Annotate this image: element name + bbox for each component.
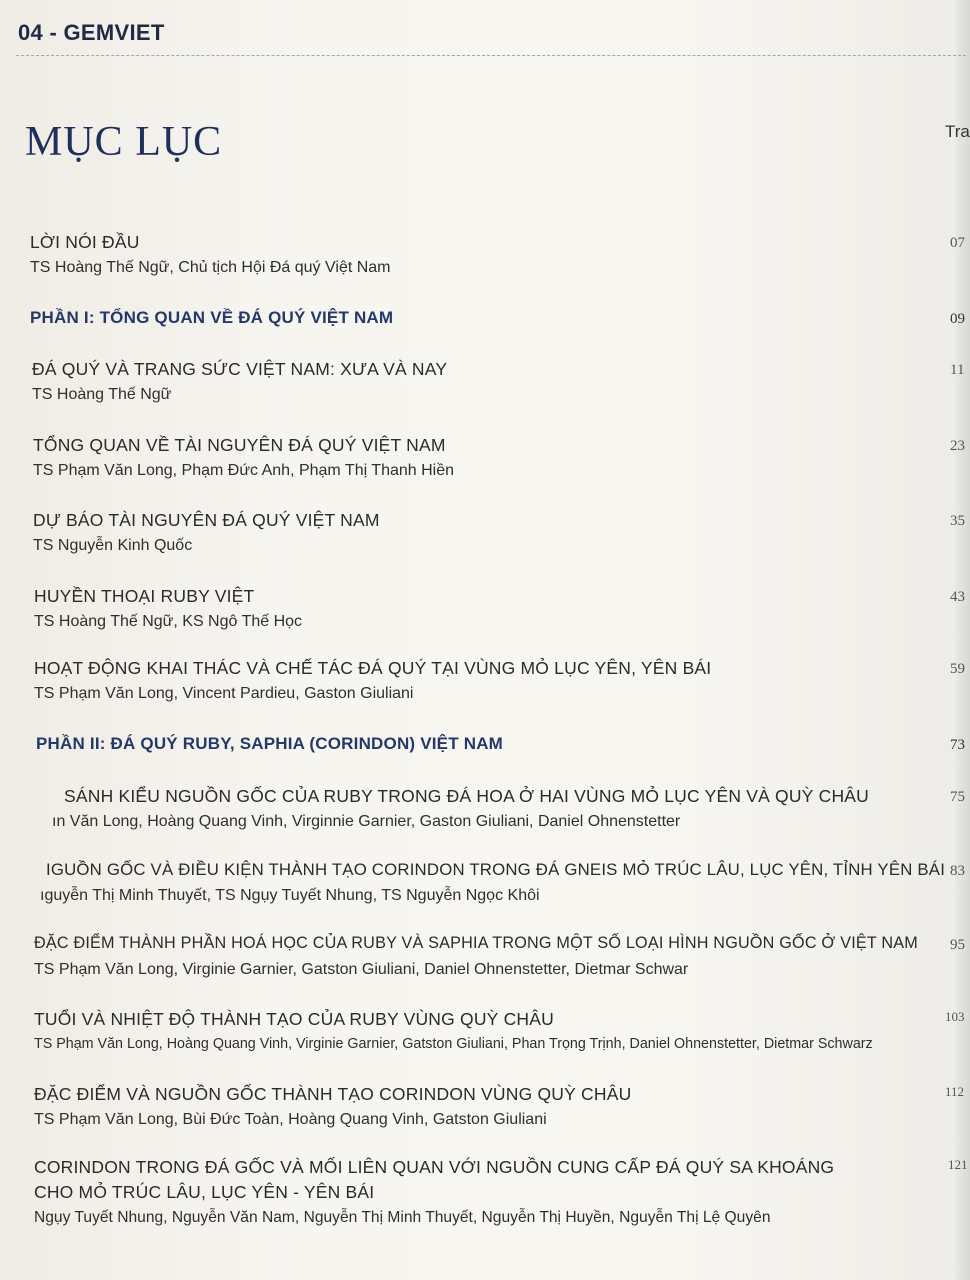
- toc-entry-authors: TS Phạm Văn Long, Bùi Đức Toàn, Hoàng Quang Vinh, Gatston Giuliani: [34, 1111, 547, 1128]
- toc-entry-title: HOẠT ĐỘNG KHAI THÁC VÀ CHẾ TÁC ĐÁ QUÝ TẠI VÙNG MỎ LỤC YÊN, YÊN BÁI: [34, 658, 712, 678]
- running-header: 04 - GEMVIET: [18, 20, 165, 45]
- toc-entry-authors: TS Hoàng Thế Ngữ, KS Ngô Thế Học: [34, 613, 303, 630]
- toc-entry-title-line2: CHO MỎ TRÚC LÂU, LỤC YÊN - YÊN BÁI: [34, 1182, 375, 1202]
- toc-entry-page: 43: [950, 589, 965, 605]
- toc-entry-title: TỔNG QUAN VỀ TÀI NGUYÊN ĐÁ QUÝ VIỆT NAM: [33, 435, 446, 455]
- toc-entry-authors: TS Hoàng Thế Ngữ: [32, 386, 172, 403]
- toc-entry-title: TUỔI VÀ NHIỆT ĐỘ THÀNH TẠO CỦA RUBY VÙNG QUỲ CHÂU: [34, 1009, 554, 1029]
- toc-entry-authors: TS Phạm Văn Long, Phạm Đức Anh, Phạm Thị Thanh Hiền: [33, 462, 455, 479]
- toc-entry-title: HUYỀN THOẠI RUBY VIỆT: [34, 586, 255, 606]
- toc-entry-title: DỰ BÁO TÀI NGUYÊN ĐÁ QUÝ VIỆT NAM: [33, 510, 380, 530]
- toc-entry-page: 23: [950, 438, 965, 454]
- toc-entry-page: 35: [950, 513, 965, 529]
- toc-entry-title: CORINDON TRONG ĐÁ GỐC VÀ MỐI LIÊN QUAN VỚI NGUỒN CUNG CẤP ĐÁ QUÝ SA KHOÁNG: [34, 1157, 835, 1177]
- toc-entry-page: 83: [950, 863, 965, 879]
- toc-entry-title: ĐÁ QUÝ VÀ TRANG SỨC VIỆT NAM: XƯA VÀ NAY: [32, 359, 448, 379]
- toc-entry-authors: TS Nguyễn Kinh Quốc: [33, 537, 193, 554]
- toc-entry-page: 121: [948, 1157, 968, 1172]
- toc-section-page: 09: [950, 311, 965, 327]
- toc-entry-title: ĐẶC ĐIỂM THÀNH PHẦN HOÁ HỌC CỦA RUBY VÀ SAPHIA TRONG MỘT SỐ LOẠI HÌNH NGUỒN GỐC Ở VIỆT NAM: [34, 934, 918, 952]
- page-column-label: Tra: [945, 122, 970, 141]
- toc-entry-title: ĐẶC ĐIỂM VÀ NGUỒN GỐC THÀNH TẠO CORINDON VÙNG QUỲ CHÂU: [34, 1084, 632, 1104]
- toc-entry-title: IGUỒN GỐC VÀ ĐIỀU KIỆN THÀNH TẠO CORINDON TRONG ĐÁ GNEIS MỎ TRÚC LÂU, LỤC YÊN, TỈNH YÊN BÁI: [46, 860, 946, 879]
- toc-section-title: PHẦN II: ĐÁ QUÝ RUBY, SAPHIA (CORINDON) VIỆT NAM: [36, 734, 504, 753]
- toc-entry-page: 59: [950, 661, 965, 677]
- toc-section-title: PHẦN I: TỔNG QUAN VỀ ĐÁ QUÝ VIỆT NAM: [30, 308, 394, 327]
- toc-entry-page: 11: [950, 362, 965, 378]
- toc-entry-authors: ın Văn Long, Hoàng Quang Vinh, Virginnie Garnier, Gaston Giuliani, Daniel Ohnenstetter: [52, 813, 681, 830]
- toc-heading: MỤC LỤC: [25, 119, 223, 165]
- toc-entry-authors: TS Phạm Văn Long, Vincent Pardieu, Gaston Giuliani: [34, 685, 414, 702]
- toc-entry-authors: TS Hoàng Thế Ngữ, Chủ tịch Hội Đá quý Việt Nam: [30, 259, 391, 276]
- toc-entry-title: LỜI NÓI ĐẦU: [30, 232, 140, 252]
- toc-entry-title: SÁNH KIỂU NGUỒN GỐC CỦA RUBY TRONG ĐÁ HOA Ở HAI VÙNG MỎ LỤC YÊN VÀ QUỲ CHÂU: [64, 786, 870, 806]
- toc-entry-authors: ıguyễn Thị Minh Thuyết, TS Ngụy Tuyết Nhung, TS Nguyễn Ngọc Khôi: [40, 887, 540, 904]
- toc-entry-authors: TS Phạm Văn Long, Hoàng Quang Vinh, Virginie Garnier, Gatston Giuliani, Phan Trọng Trịnh, Daniel Ohnenstetter, Dietmar Schwarz: [34, 1036, 873, 1052]
- toc-entry-authors: TS Phạm Văn Long, Virginie Garnier, Gatston Giuliani, Daniel Ohnenstetter, Dietmar Schwar: [34, 961, 689, 978]
- toc-entry-page: 95: [950, 937, 965, 953]
- toc-entry-page: 112: [945, 1084, 965, 1099]
- toc-entry-page: 07: [950, 235, 965, 251]
- toc-entry-authors: Ngụy Tuyết Nhung, Nguyễn Văn Nam, Nguyễn Thị Minh Thuyết, Nguyễn Thị Huyền, Nguyễn Thị Lệ Quyên: [34, 1209, 771, 1226]
- toc-section-page: 73: [950, 737, 965, 753]
- toc-entry-page: 103: [945, 1009, 965, 1024]
- toc-entry-page: 75: [950, 789, 965, 805]
